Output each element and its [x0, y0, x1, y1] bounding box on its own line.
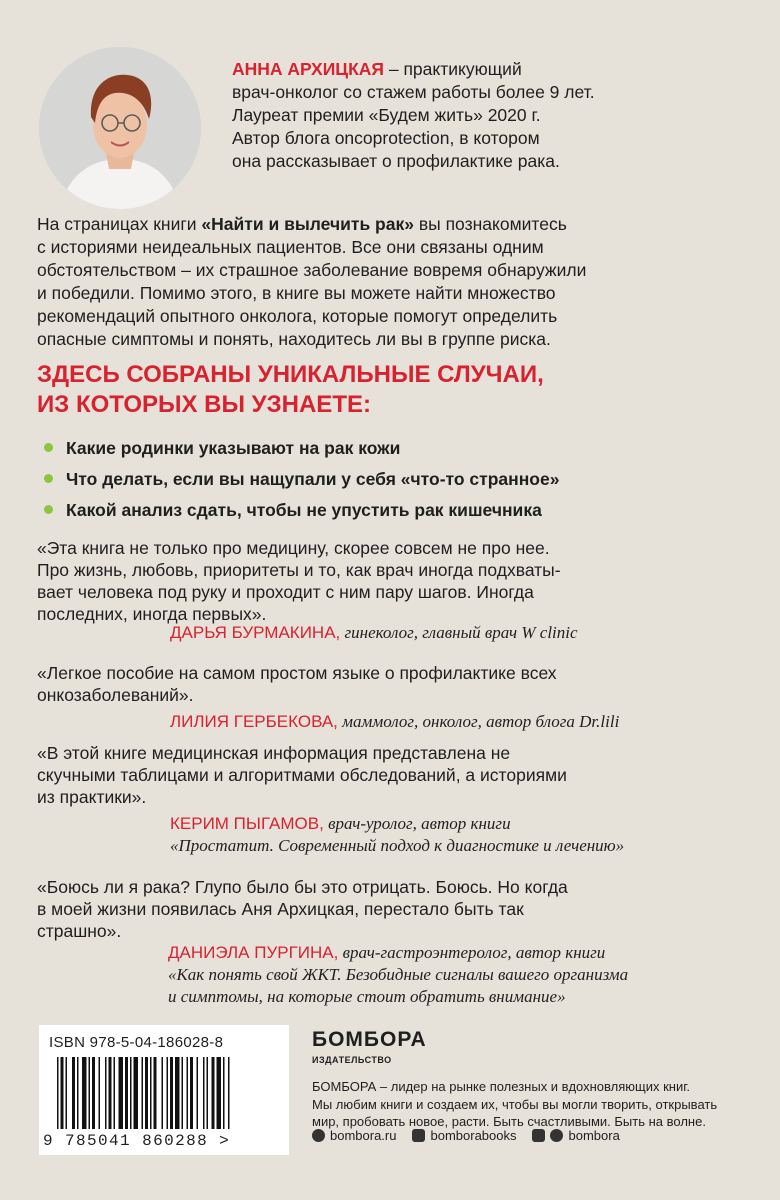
quote-line: скучными таблицами и алгоритмами обследований, а историями	[37, 765, 567, 785]
reviewer-book: «Простатит. Современный подход к диагностике и лечению»	[170, 836, 625, 855]
author-portrait	[39, 47, 201, 209]
review-attribution	[170, 813, 624, 857]
barcode-digit-group: 860288	[142, 1132, 209, 1150]
list-item-text: Что делать, если вы нащупали у себя «что-то странное»	[66, 469, 560, 489]
social-link-web[interactable]	[312, 1128, 396, 1143]
intro-line: обстоятельством – их страшное заболевание вовремя обнаружили	[37, 260, 587, 280]
bullet-dot-icon	[44, 505, 53, 514]
review-quote	[37, 537, 743, 625]
web-icon	[312, 1129, 325, 1142]
publisher-desc-line: БОМБОРА – лидер на рынке полезных и вдохновляющих книг.	[312, 1079, 690, 1094]
quote-line: «Боюсь ли я рака? Глупо было бы это отрицать. Боюсь. Но когда	[37, 877, 568, 897]
reviewer-role: гинеколог, главный врач W clinic	[340, 623, 578, 642]
reviewer-name: ЛИЛИЯ ГЕРБЕКОВА,	[170, 712, 338, 731]
quote-line: онкозаболеваний».	[37, 685, 194, 705]
quote-line: вает человека под руку и проходит с ним пару шагов. Иногда	[37, 582, 534, 602]
list-item	[66, 468, 559, 499]
intro-text: вы познакомитесь	[413, 214, 567, 234]
barcode-digit-group: 9	[43, 1132, 55, 1150]
list-item	[66, 499, 559, 530]
review-attribution	[168, 942, 628, 1008]
reviewer-book: и симптомы, на которые стоит обратить внимание»	[168, 987, 566, 1006]
headline-line: ИЗ КОТОРЫХ ВЫ УЗНАЕТЕ:	[37, 391, 371, 418]
author-photo	[39, 47, 201, 209]
barcode-digit-group: >	[219, 1132, 231, 1150]
social-label: bombora	[568, 1128, 620, 1143]
youtube-icon	[532, 1129, 545, 1142]
intro-line: с историями неидеальных пациентов. Все они связаны одним	[37, 237, 544, 257]
list-item-text: Какие родинки указывают на рак кожи	[66, 438, 401, 458]
author-bio-line: Автор блога oncoprotection, в котором	[232, 128, 540, 148]
quote-line: в моей жизни появилась Аня Архицкая, перестало быть так	[37, 899, 524, 919]
social-link-vk[interactable]	[412, 1128, 516, 1143]
barcode-digits	[43, 1132, 230, 1150]
section-headline	[37, 360, 743, 420]
book-title: «Найти и вылечить рак»	[201, 214, 414, 234]
review-quote	[37, 742, 743, 808]
quote-line: из практики».	[37, 787, 147, 807]
publisher-subtitle: ИЗДАТЕЛЬСТВО	[312, 1055, 392, 1065]
vk-icon	[412, 1129, 425, 1142]
intro-line: и победили. Помимо этого, в книге вы можете найти множество	[37, 283, 556, 303]
social-link-youtube-telegram[interactable]	[532, 1128, 619, 1143]
intro-line: рекомендаций опытного онколога, которые помогут определить	[37, 306, 558, 326]
author-bio	[232, 58, 712, 173]
reviewer-name: ДАНИЭЛА ПУРГИНА,	[168, 943, 339, 962]
reviewer-name: ДАРЬЯ БУРМАКИНА,	[170, 623, 341, 642]
isbn-label: ISBN 978-5-04-186028-8	[49, 1034, 224, 1051]
list-item-text: Какой анализ сдать, чтобы не упустить рак кишечника	[66, 500, 542, 520]
intro-paragraph	[37, 213, 743, 351]
reviewer-name: КЕРИМ ПЫГАМОВ,	[170, 814, 324, 833]
quote-line: страшно».	[37, 921, 122, 941]
review-attribution	[170, 711, 619, 733]
review-quote	[37, 662, 743, 706]
bullet-dot-icon	[44, 474, 53, 483]
bullet-dot-icon	[44, 443, 53, 452]
list-item	[66, 437, 559, 468]
author-bio-line: Лауреат премии «Будем жить» 2020 г.	[232, 105, 541, 125]
headline-line: ЗДЕСЬ СОБРАНЫ УНИКАЛЬНЫЕ СЛУЧАИ,	[37, 361, 544, 388]
quote-line: «В этой книге медицинская информация представлена не	[37, 743, 511, 763]
telegram-icon	[550, 1129, 563, 1142]
social-label: bomborabooks	[430, 1128, 517, 1143]
isbn-barcode	[39, 1025, 289, 1155]
reviewer-role: маммолог, онколог, автор блога Dr.lili	[337, 712, 620, 731]
publisher-description	[312, 1078, 732, 1131]
intro-line: опасные симптомы и понять, находитесь ли вы в группе риска.	[37, 329, 551, 349]
quote-line: Про жизнь, любовь, приоритеты и то, как врач иногда подхваты-	[37, 560, 561, 580]
author-bio-line: врач-онколог со стажем работы более 9 лет.	[232, 82, 595, 102]
reviewer-role: врач-уролог, автор книги	[323, 814, 511, 833]
review-attribution	[170, 622, 578, 644]
quote-line: последних, иногда первых».	[37, 604, 267, 624]
publisher-desc-line: мир, пробовать новое, расти. Быть счастливыми. Быть на волне.	[312, 1114, 706, 1129]
author-bio-line: – практикующий	[384, 59, 522, 79]
review-quote	[37, 876, 743, 942]
barcode-digit-group: 785041	[65, 1132, 132, 1150]
intro-text: На страницах книги	[37, 214, 202, 234]
quote-line: «Эта книга не только про медицину, скорее совсем не про нее.	[37, 538, 550, 558]
publisher-desc-line: Мы любим книги и создаем их, чтобы вы могли творить, открывать	[312, 1096, 718, 1112]
author-name: АННА АРХИЦКАЯ	[232, 59, 384, 79]
publisher-socials	[312, 1128, 620, 1143]
feature-list	[66, 437, 559, 530]
author-bio-line: она рассказывает о профилактике рака.	[232, 151, 560, 171]
barcode-graphic	[57, 1057, 287, 1132]
reviewer-role: врач-гастроэнтеролог, автор книги	[338, 943, 606, 962]
social-label: bombora.ru	[330, 1128, 397, 1143]
quote-line: «Легкое пособие на самом простом языке о профилактике всех	[37, 663, 557, 683]
reviewer-book: «Как понять свой ЖКТ. Безобидные сигналы вашего организма	[168, 965, 629, 984]
publisher-logo: БОМБОРА	[312, 1028, 427, 1051]
